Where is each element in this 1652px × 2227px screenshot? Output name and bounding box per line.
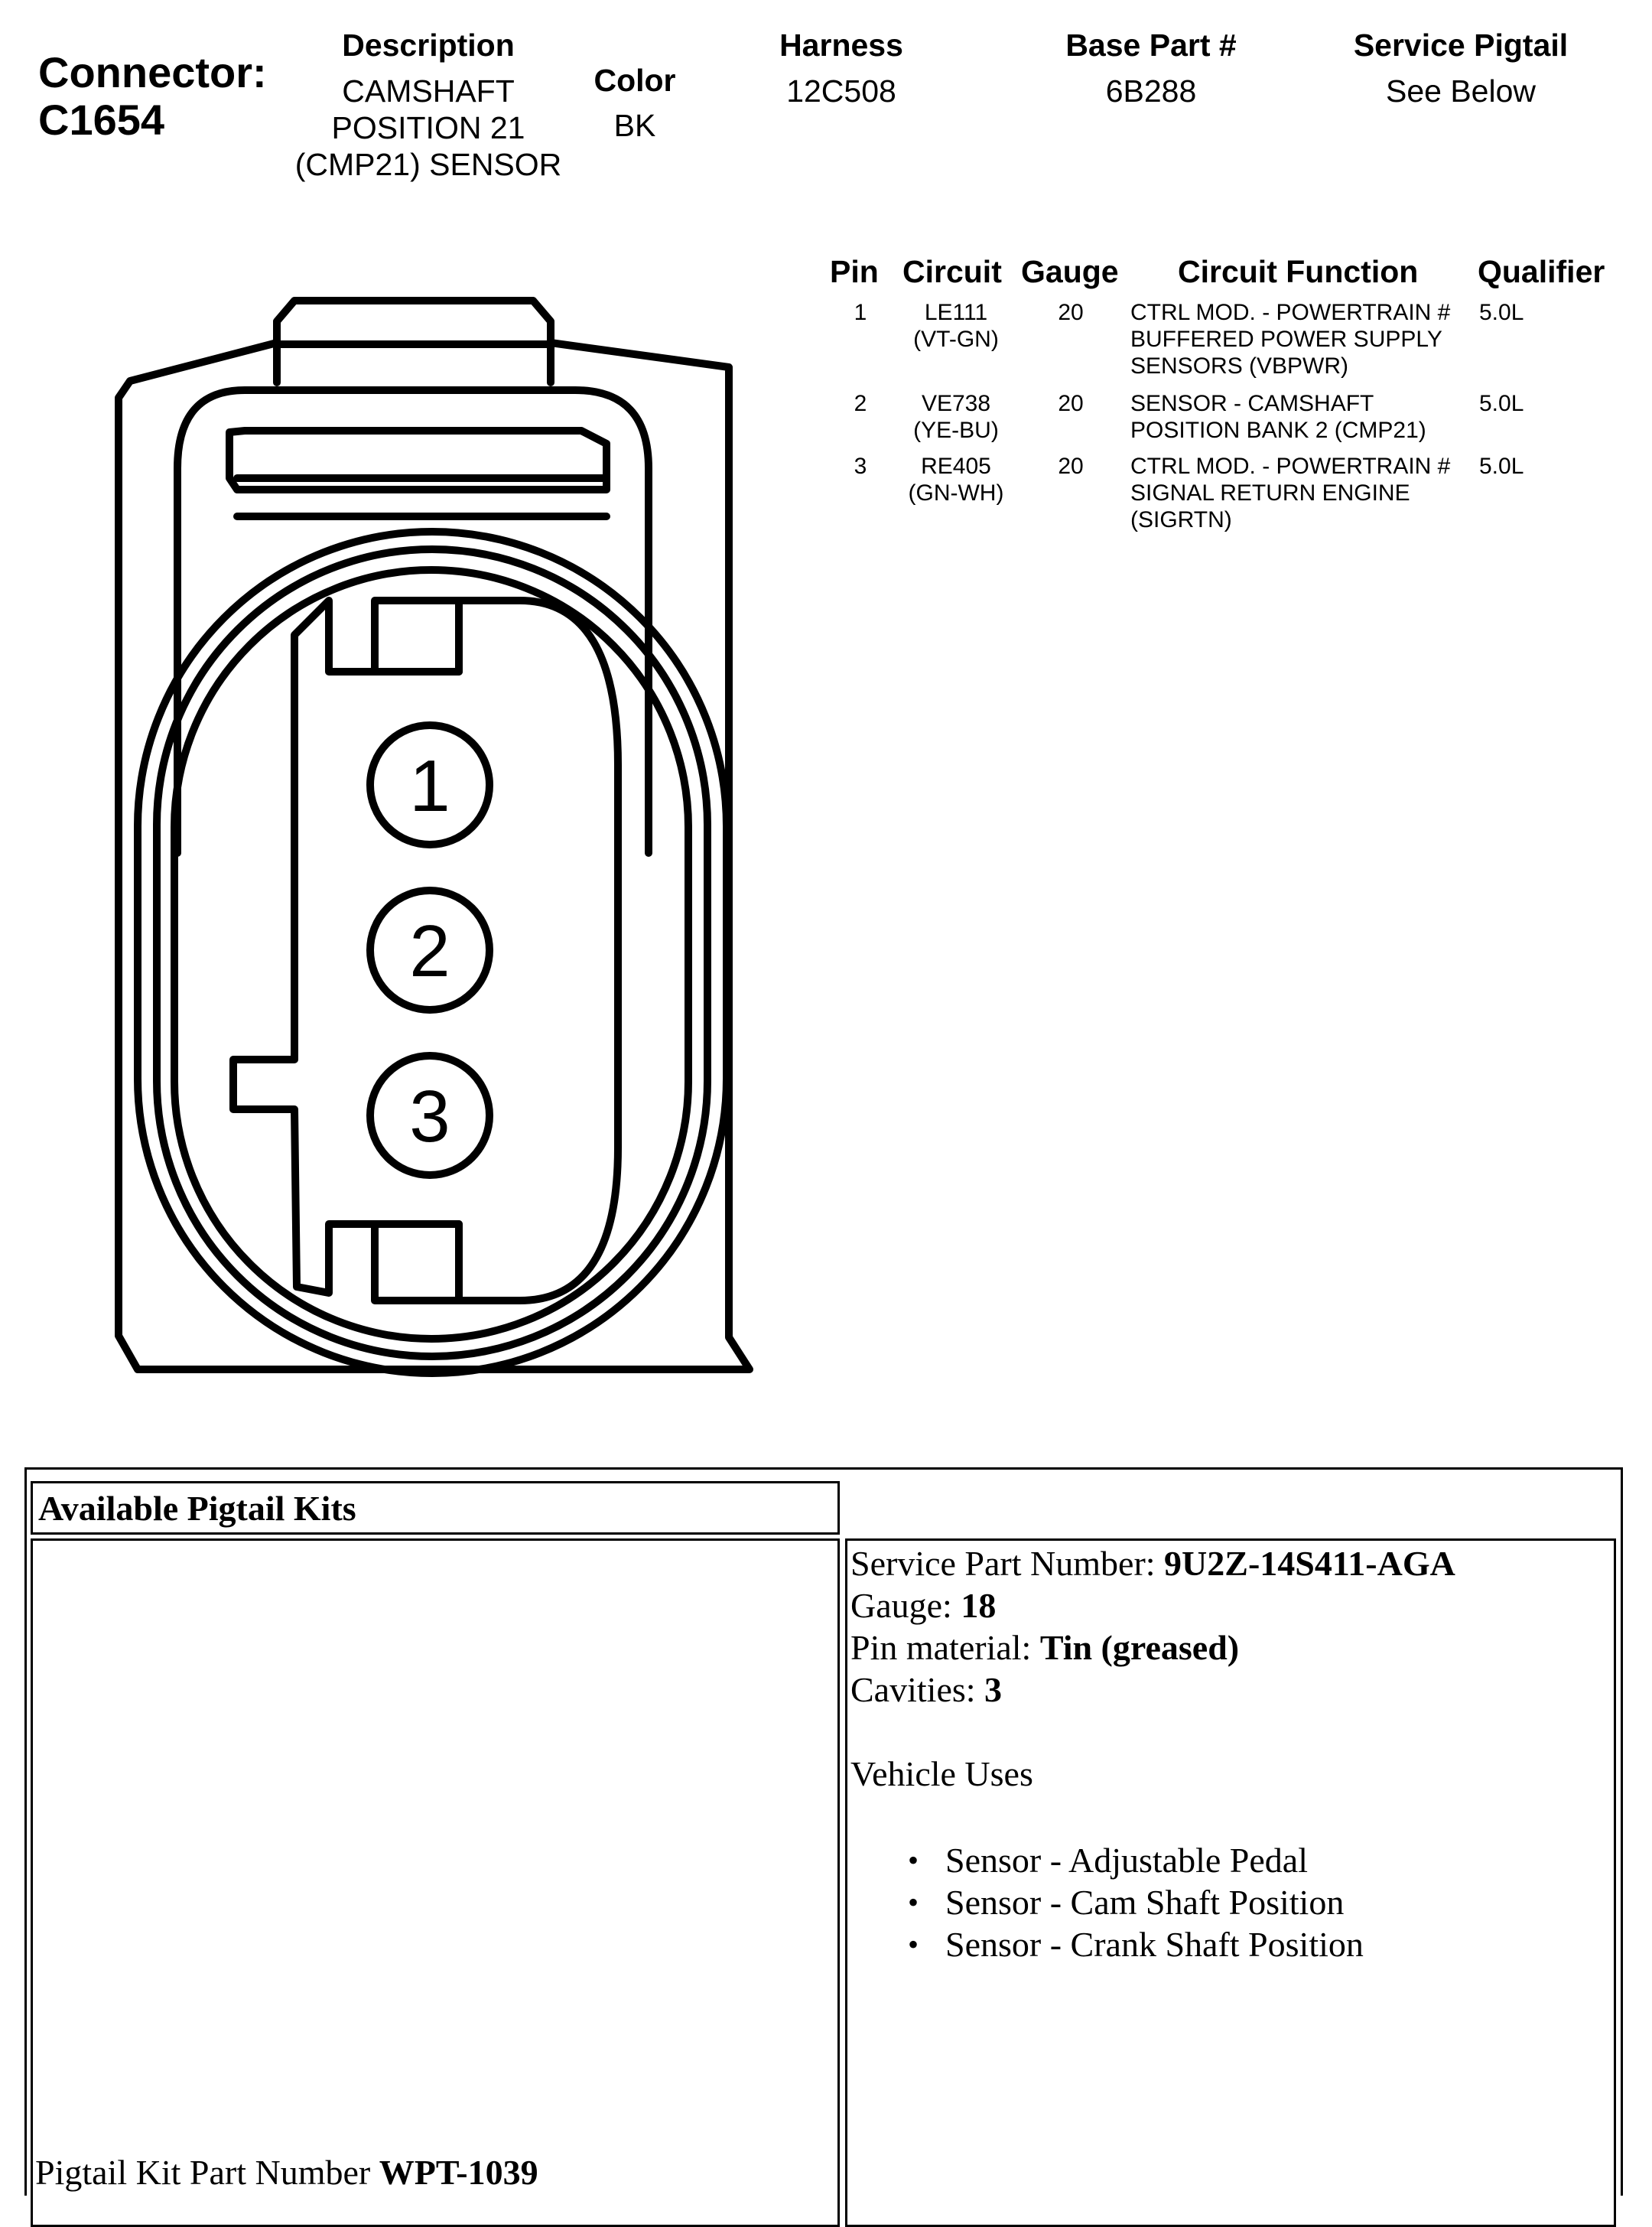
service-part-value: 9U2Z-14S411-AGA [1164,1544,1455,1583]
description-line: (CMP21) SENSOR [294,147,562,182]
function-cell [1130,453,1450,533]
function-line: POSITION BANK 2 (CMP21) [1130,418,1426,443]
harness-value: 12C508 [786,73,896,109]
qualifier-cell: 5.0L [1479,454,1524,479]
pin-material-row [850,1626,1608,1669]
list-item: • Sensor - Cam Shaft Position [850,1881,1608,1923]
gauge-cell: 20 [1058,300,1084,325]
harness-header: Harness [779,28,903,63]
vehicle-uses-label: Vehicle Uses [850,1754,1033,1793]
polarizing-key-top [375,601,459,672]
gauge-row [850,1584,1608,1626]
pin-number: 1 [854,300,867,325]
function-line: CTRL MOD. - POWERTRAIN # [1130,300,1451,325]
polarizing-key-bottom [375,1224,459,1301]
table-outer-right [1621,1467,1623,2196]
kit-part-number [35,2151,538,2193]
circuit-color: (VT-GN) [913,327,999,352]
description-header: Description [342,28,515,63]
col-gauge-header: Gauge [1021,254,1119,289]
color-header: Color [593,63,676,98]
base-part-value: 6B288 [1105,73,1197,109]
gauge-label: Gauge: [850,1586,961,1625]
table-outer-top [24,1467,1623,1470]
kit-part-label: Pigtail Kit Part Number [35,2153,379,2192]
pin-2-label: 2 [409,910,450,992]
qualifier-cell: 5.0L [1479,300,1524,325]
cavities-row [850,1669,1608,1711]
service-pigtail-value: See Below [1385,73,1536,109]
circuit-color: (GN-WH) [908,480,1004,506]
function-line: SENSOR - CAMSHAFT [1130,391,1374,416]
connector-label: Connector: [38,48,267,96]
circuit-color: (YE-BU) [913,418,999,443]
pin-material-label: Pin material: [850,1628,1040,1667]
function-line: CTRL MOD. - POWERTRAIN # [1130,454,1451,479]
function-line: (SIGRTN) [1130,507,1232,532]
pigtail-info [850,1542,1608,1965]
pigtail-image-cell [31,1538,840,2227]
col-pin-header: Pin [830,254,879,289]
pin-number: 2 [854,391,867,416]
function-line: BUFFERED POWER SUPPLY [1130,327,1442,352]
pin-material-value: Tin (greased) [1039,1628,1240,1667]
col-qualifier-header: Qualifier [1478,254,1605,289]
circuit-code: LE111 [924,300,988,325]
col-circuit-header: Circuit [902,254,1002,289]
circuit-cell [880,453,1032,506]
pin-number: 3 [854,454,867,479]
vehicle-uses-list [850,1839,1608,1965]
list-item: • Sensor - Adjustable Pedal [850,1839,1608,1881]
pin-3-label: 3 [409,1076,450,1157]
service-part-label: Service Part Number: [850,1544,1165,1583]
circuit-code: RE405 [921,454,991,479]
list-item: • Sensor - Crank Shaft Position [850,1923,1608,1965]
circuit-cell [880,299,1032,353]
circuit-cell [880,390,1032,444]
cavities-value: 3 [984,1670,1003,1709]
pigtail-section-title: Available Pigtail Kits [38,1489,356,1528]
function-cell [1130,390,1426,444]
function-cell [1130,299,1450,379]
base-part-header: Base Part # [1065,28,1237,63]
connector-id: C1654 [38,96,165,144]
function-line: SIGNAL RETURN ENGINE [1130,480,1410,506]
service-pigtail-header: Service Pigtail [1353,28,1569,63]
table-outer-left [24,1467,27,2196]
circuit-code: VE738 [921,391,991,416]
service-part-row [850,1542,1608,1584]
description-line: CAMSHAFT [342,73,515,109]
qualifier-cell: 5.0L [1479,391,1524,416]
color-value: BK [613,108,656,143]
connector-diagram [0,0,841,1438]
function-line: SENSORS (VBPWR) [1130,353,1349,379]
cavities-label: Cavities: [850,1670,985,1709]
pin-1-label: 1 [409,745,450,827]
gauge-cell: 20 [1058,391,1084,416]
col-function-header: Circuit Function [1178,254,1419,289]
description-line: POSITION 21 [331,110,525,145]
gauge-cell: 20 [1058,454,1084,479]
gauge-value: 18 [961,1586,997,1625]
kit-part-value: WPT-1039 [379,2153,538,2192]
